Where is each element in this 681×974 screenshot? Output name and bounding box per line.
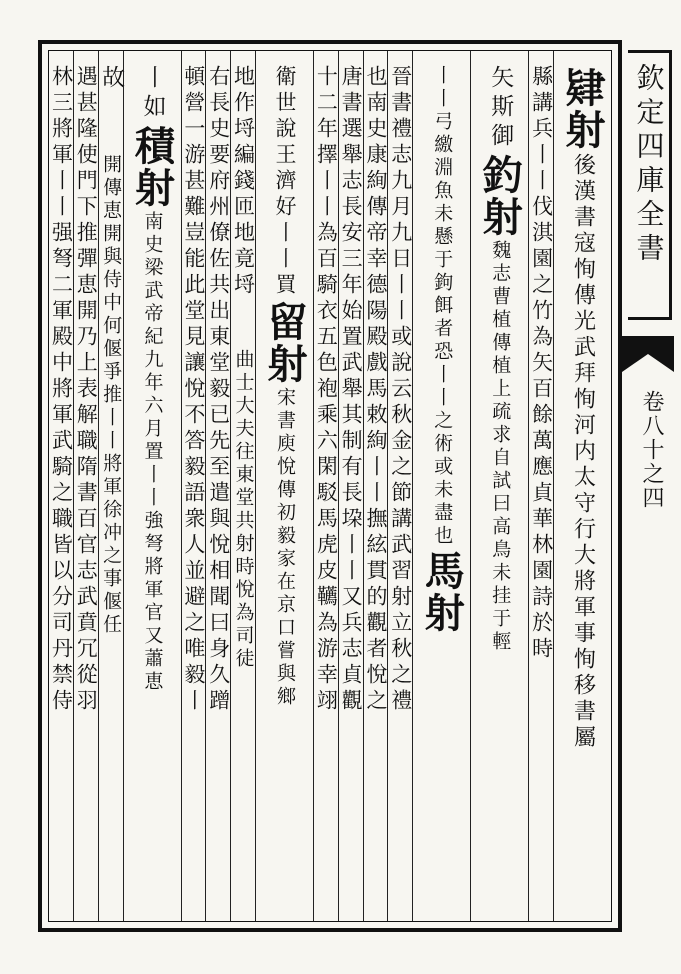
column-8 — [313, 51, 338, 921]
column-9 — [255, 51, 313, 921]
column-3-pre: 矢斯御 — [487, 65, 514, 152]
column-9-text: 衛世說王濟好丨丨買 — [272, 65, 297, 299]
column-2-text: 縣講兵丨丨伐淇園之竹為矢百餘萬應貞華林園詩於時 — [529, 65, 554, 663]
column-15 — [73, 51, 98, 921]
page-margin-strip — [622, 40, 681, 932]
column-16 — [49, 51, 73, 921]
column-7-text: 唐書選舉志長安三年始置武舉其制有長垜丨丨又兵志貞觀 — [339, 65, 364, 715]
column-6 — [363, 51, 388, 921]
column-14-text: 故 — [98, 65, 125, 94]
column-6-text: 也南史康絢傳帝幸德陽殿戲馬敕絢丨丨撫絃貫的觀者悅之 — [363, 65, 388, 715]
column-15-text: 遇甚隆使門下推彈恵開乃上表解職隋書百官志武賁冗從羽 — [74, 65, 99, 715]
column-11-text: 右長史要府州僚佐共出東堂毅已先至遣與悅相聞曰身久蹭 — [206, 65, 231, 715]
column-4 — [412, 51, 470, 921]
column-16-text: 林三將軍丨丨强弩二軍殿中將軍武騎之職皆以分司丹禁侍 — [49, 65, 74, 715]
page-frame — [38, 40, 622, 932]
text-columns — [49, 51, 611, 921]
column-12 — [181, 51, 206, 921]
column-10 — [230, 51, 255, 921]
volume-label: 卷八十之四 — [639, 390, 664, 510]
column-7 — [338, 51, 363, 921]
entry-heading-diao-she: 釣射 — [476, 154, 524, 238]
column-4-text: 繳淵魚未懸于鉤餌者恐丨丨之術或未盡也 — [431, 134, 454, 548]
entry-heading-ma-she: 馬射 — [418, 550, 466, 634]
column-12-text: 頓營一游甚難豈能此堂見讓悅不答毅語衆人並避之唯毅丨 — [181, 65, 206, 715]
book-title-box — [628, 50, 672, 320]
column-13 — [123, 51, 181, 921]
entry-heading-siyi-she: 肄射 — [559, 67, 606, 151]
column-14 — [98, 51, 123, 921]
column-2 — [528, 51, 553, 921]
entry-heading-liu-she: 留射 — [260, 301, 308, 385]
column-9-text2: 宋書庾悅傳初毅家在京口嘗與鄉 — [273, 387, 296, 709]
column-3 — [470, 51, 528, 921]
column-5 — [387, 51, 412, 921]
book-title: 欽定四庫全書 — [632, 63, 666, 267]
column-4-pre: 丨丨弓 — [431, 65, 454, 134]
entry-heading-ji-she: 積射 — [128, 125, 176, 209]
column-10-text2: 曲士大夫往東堂共射時悅為司徒 — [232, 349, 255, 671]
column-1 — [553, 51, 611, 921]
column-13-text: 丨如 — [139, 65, 166, 123]
column-3-text: 魏志曹植傳植上疏求自試曰高鳥未挂于輕 — [489, 240, 512, 654]
column-1-text: 後漢書寇恂傳光武拜恂河内太守行大將軍事恂移書屬 — [570, 153, 596, 751]
text-area — [48, 50, 612, 922]
fish-tail-mark-icon — [622, 336, 674, 372]
column-14-text2: 開傳恵開與侍中何偃爭推丨丨將軍徐冲之事偃任 — [100, 154, 123, 637]
column-10-text: 地作埒編錢匝地竟埒 — [231, 65, 256, 299]
column-5-text: 晉書禮志九月九日丨丨或說云秋金之節講武習射立秋之禮 — [388, 65, 413, 715]
column-13-text2: 南史梁武帝紀九年六月置丨丨強弩將軍官又蕭恵 — [141, 211, 164, 694]
column-11 — [205, 51, 230, 921]
column-8-text: 十二年擇丨丨為百騎衣五色袍乘六閑駁馬虎皮韉為游幸翊 — [314, 65, 339, 715]
